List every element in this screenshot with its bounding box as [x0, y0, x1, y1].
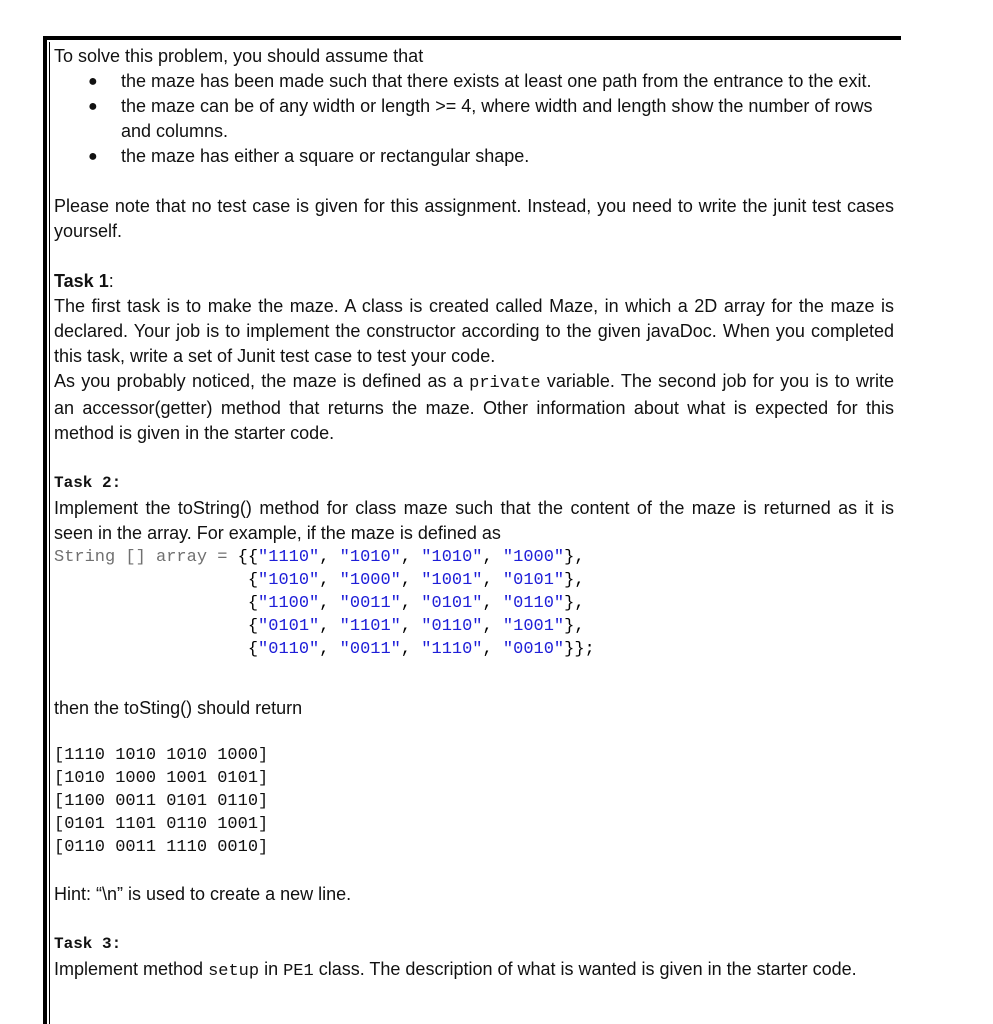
assumption-item: [54, 69, 894, 94]
string-literal: "0011": [339, 640, 401, 659]
task3-paragraph: Implement method setup in PE1 class. The description of what is wanted is given in the starter code.: [54, 959, 857, 981]
string-literal: "0011": [339, 594, 401, 613]
code-line: {"0101", "1101", "0110", "1001"},: [54, 617, 585, 636]
string-literal: "1001": [502, 617, 565, 636]
hint-text: Hint: “\n” is used to create a new line.: [54, 884, 352, 904]
string-literal: "1000": [502, 548, 565, 567]
string-literal: "1001": [421, 571, 483, 590]
string-literal: "0101": [421, 594, 483, 613]
inner-left-border: [49, 42, 50, 1024]
code-line: {"1010", "1000", "1001", "0101"},: [54, 571, 585, 590]
code-setup: setup: [208, 962, 260, 981]
string-literal: "0110": [502, 594, 565, 613]
code-private: private: [469, 374, 541, 393]
string-literal: "0101": [502, 571, 565, 590]
left-border: [43, 36, 47, 1024]
string-literal: "1110": [258, 548, 320, 567]
output-line: [1110 1010 1010 1000]: [54, 746, 269, 765]
string-literal: "0101": [258, 617, 320, 636]
task2-heading: Task 2:: [54, 474, 122, 492]
array-code-block: [54, 546, 894, 661]
output-line: [0110 0011 1110 0010]: [54, 838, 269, 857]
output-line: [0101 1101 0110 1001]: [54, 815, 269, 834]
then-text: then the toSting() should return: [54, 698, 303, 718]
code-pe1: PE1: [283, 962, 314, 981]
top-border: [43, 36, 901, 40]
tostring-output: [54, 744, 894, 859]
string-literal: "1101": [339, 617, 401, 636]
document-body: [54, 44, 894, 984]
string-literal: "0110": [421, 617, 483, 636]
assumption-list: [54, 69, 894, 169]
assumption-item: [54, 144, 894, 169]
code-line: String [] array = {{"1110", "1010", "1010", "1000"},: [54, 548, 585, 567]
bullet-icon: ●: [88, 148, 98, 165]
code-line: {"1100", "0011", "0101", "0110"},: [54, 594, 585, 613]
string-literal: "1010": [339, 548, 401, 567]
assumption-text: the maze has either a square or rectangular shape.: [121, 146, 530, 166]
test-case-note: Please note that no test case is given for this assignment. Instead, you need to write the junit test cases yourself.: [54, 196, 894, 241]
task1-heading: Task 1:: [54, 271, 114, 291]
bullet-icon: ●: [88, 73, 98, 90]
task3-heading: Task 3:: [54, 935, 122, 953]
assumption-text: the maze can be of any width or length >= 4, where width and length show the number of rows and columns.: [121, 96, 873, 141]
task2-paragraph: Implement the toString() method for class maze such that the content of the maze is returned as it is seen in the array. For example, if the maze is defined as: [54, 498, 894, 543]
assumption-text: the maze has been made such that there exists at least one path from the entrance to the exit.: [121, 71, 872, 91]
output-line: [1100 0011 0101 0110]: [54, 792, 269, 811]
output-line: [1010 1000 1001 0101]: [54, 769, 269, 788]
bullet-icon: ●: [88, 98, 98, 115]
task1-paragraph-2: As you probably noticed, the maze is defined as a private variable. The second job for you is to write an accessor(getter) method that returns the maze. Other information about what is expected for this method is given in the starter code.: [54, 371, 895, 443]
string-literal: "1010": [258, 571, 320, 590]
assumption-item: [54, 94, 894, 144]
task1-paragraph-1: The first task is to make the maze. A class is created called Maze, in which a 2D array for the maze is declared. Your job is to implement the constructor according to the given javaDoc. When you completed this task, write a set of Junit test case to test your code.: [54, 296, 894, 366]
intro-lead: To solve this problem, you should assume that: [54, 46, 424, 66]
string-literal: "0110": [258, 640, 320, 659]
string-literal: "0010": [502, 640, 565, 659]
string-literal: "1010": [421, 548, 483, 567]
string-literal: "1000": [339, 571, 401, 590]
string-literal: "1110": [421, 640, 483, 659]
code-line: {"0110", "0011", "1110", "0010"}};: [54, 640, 595, 659]
string-literal: "1100": [258, 594, 320, 613]
